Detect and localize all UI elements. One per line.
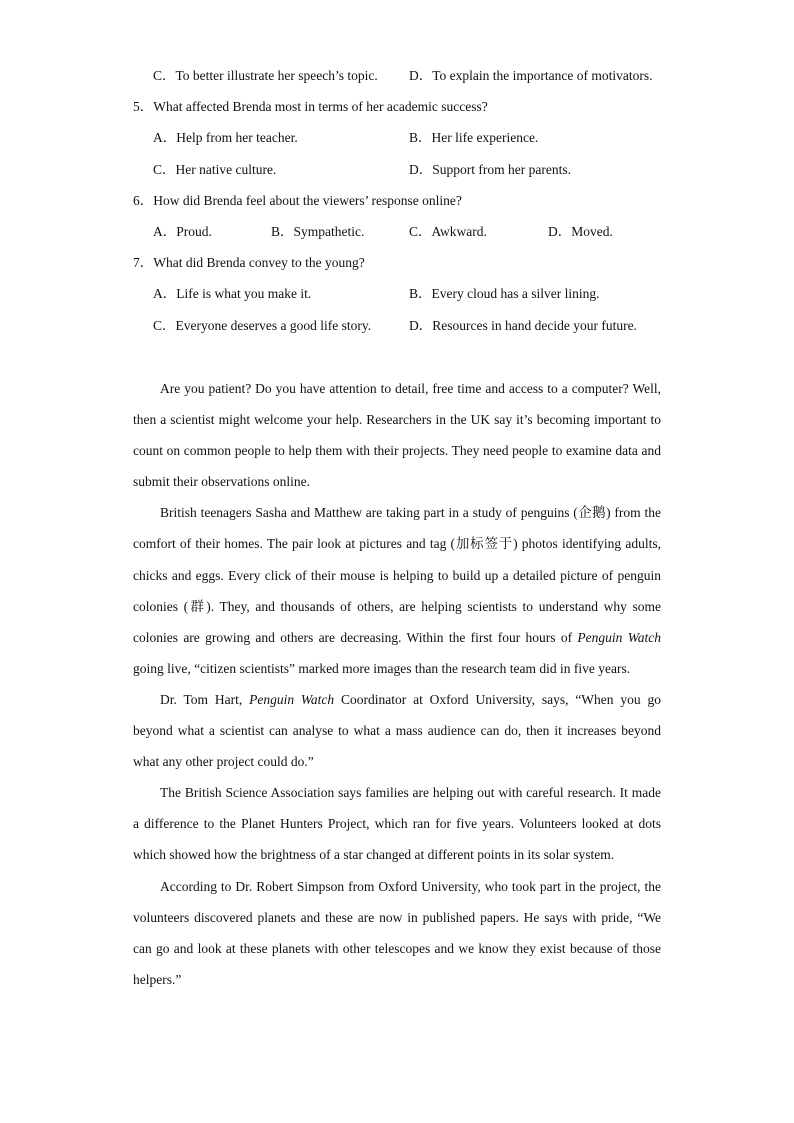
- q5-option-a: A．Help from her teacher.: [153, 130, 298, 146]
- passage-paragraph-3: [133, 684, 661, 777]
- passage-paragraph-3-part-a: Dr. Tom Hart,: [160, 691, 250, 707]
- q5-option-d: D．Support from her parents.: [409, 161, 571, 177]
- q7-options-row-2: [133, 314, 663, 345]
- passage-paragraph-3-part-b: Coordinator at Oxford University, says, “When you go beyond what a scientist can analyse to what a mass audience can do, then it increases beyond what any other project could do.”: [133, 691, 661, 770]
- q6-option-b: B．Sympathetic.: [271, 223, 365, 239]
- q7-option-c: C．Everyone deserves a good life story.: [153, 317, 372, 333]
- passage-paragraph-4: The British Science Association says families are helping out with careful research. It made a difference to the Planet Hunters Project, which ran for five years. Volunteers looked at dots which showed how the brightness of a star changed at different points in its solar system.: [133, 785, 661, 863]
- passage-paragraph-1: Are you patient? Do you have attention to detail, free time and access to a computer? Well, then a scientist might welcome your help. Researchers in the UK say it’s becoming important to count on common people to help them with their projects. They need people to examine data and submit their observations online.: [133, 381, 661, 490]
- q7-stem: 7．What did Brenda convey to the young?: [133, 255, 365, 271]
- q5-option-c: C．Her native culture.: [153, 161, 277, 177]
- q5-stem: 5．What affected Brenda most in terms of her academic success?: [133, 99, 488, 115]
- q6-option-d: D．Moved.: [548, 223, 613, 239]
- q7-option-d: D．Resources in hand decide your future.: [409, 317, 637, 333]
- q7-options-row-1: [133, 282, 663, 313]
- q4-options-row: [133, 64, 663, 95]
- q5-option-b: B．Her life experience.: [409, 130, 539, 146]
- question-list: [133, 64, 663, 345]
- passage-paragraph-2: [133, 497, 661, 684]
- q4-option-d: D．To explain the importance of motivators.: [409, 68, 653, 83]
- passage-paragraph-2-part-b: going live, “citizen scientists” marked more images than the research team did in five years.: [133, 660, 631, 676]
- reading-passage: [133, 373, 661, 995]
- passage-paragraph-2-part-a: British teenagers Sasha and Matthew are taking part in a study of penguins (企鹅) from the comfort of their homes. The pair look at pictures and tag (加标签于) photos identifying adults, chicks and eggs. Every click of their mouse is helping to build up a detailed picture of penguin colonies (群). They, and thousands of others, are helping scientists to understand why some colonies are growing and others are decreasing. Within the first four hours of: [133, 505, 661, 645]
- q6-options-row: [133, 220, 663, 251]
- q6-option-c: C．Awkward.: [409, 223, 487, 239]
- penguin-watch-title-2: Penguin Watch: [249, 691, 335, 707]
- passage-paragraph-5: According to Dr. Robert Simpson from Oxford University, who took part in the project, the volunteers discovered planets and these are now in published papers. He says with pride, “We can go and look at these planets with other telescopes and we know they exist because of those helpers.”: [133, 878, 661, 987]
- q4-option-c: C．To better illustrate her speech’s topic.: [153, 68, 378, 83]
- q7-option-a: A．Life is what you make it.: [153, 286, 312, 302]
- q5-options-row-2: [133, 158, 663, 189]
- q6-stem: 6．How did Brenda feel about the viewers’ response online?: [133, 192, 462, 208]
- q6-option-a: A．Proud.: [153, 223, 212, 239]
- q5-options-row-1: [133, 126, 663, 157]
- q7-option-b: B．Every cloud has a silver lining.: [409, 286, 600, 302]
- penguin-watch-title: Penguin Watch: [577, 629, 661, 645]
